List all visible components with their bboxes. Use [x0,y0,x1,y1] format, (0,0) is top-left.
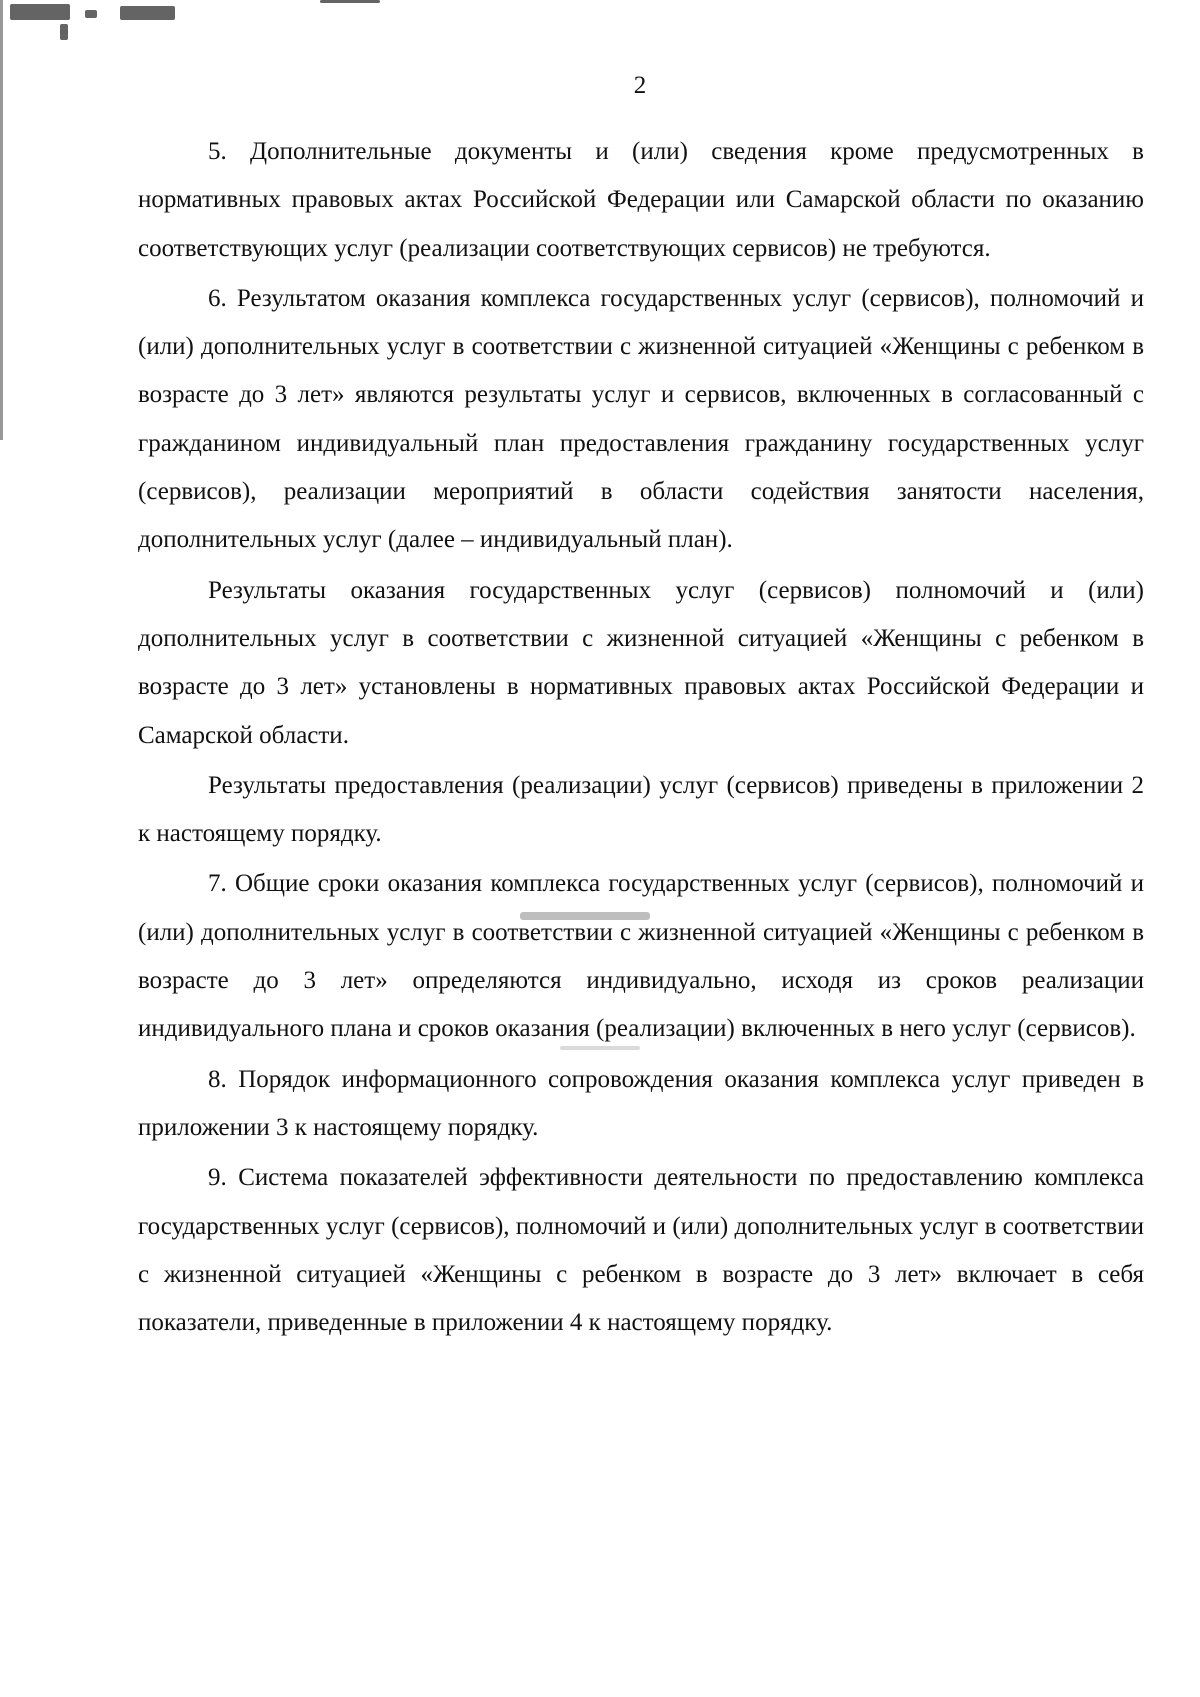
paragraph-7: 7. Общие сроки оказания комплекса государственных услуг (сервисов), полномочий и (или) дополнительных услуг в соответствии с жизненной ситуацией «Женщины с ребенком в возрасте до 3 лет» определяются индивидуально, исходя из сроков реализации индивидуального плана и сроков оказания (реализации) включенных в него услуг (сервисов). [138,870,1144,1043]
paragraph-5: 5. Дополнительные документы и (или) сведения кроме предусмотренных в нормативных правовых актах Российской Федерации или Самарской области по оказанию соответствующих услуг (реализации соответствующих сервисов) не требуются. [138,138,1144,262]
scan-artifact-top [0,0,270,40]
paragraph-6-appendix: Результаты предоставления (реализации) услуг (сервисов) приведены в приложении 2 к настоящему порядку. [138,771,1144,848]
scan-smudge [560,1046,640,1050]
paragraph-9: 9. Система показателей эффективности деятельности по предоставлению комплекса государственных услуг (сервисов), полномочий и (или) дополнительных услуг в соответствии с жизненной ситуацией «Женщины с ребенком в возрасте до 3 лет» включает в себя показатели, приведенные в приложении 4 к настоящему порядку. [138,1164,1144,1337]
scan-smudge [520,912,650,920]
paragraph-8: 8. Порядок информационного сопровождения оказания комплекса услуг приведен в приложении 3 к настоящему порядку. [138,1065,1144,1141]
scan-left-edge [0,0,3,440]
page-number: 2 [633,72,647,99]
document-body [138,128,1144,1347]
paragraph-6: 6. Результатом оказания комплекса государственных услуг (сервисов), полномочий и (или) дополнительных услуг в соответствии с жизненной ситуацией «Женщины с ребенком в возрасте до 3 лет» являются результаты услуг и сервисов, включенных в согласованный с гражданином индивидуальный план предоставления гражданину государственных услуг (сервисов), реализации мероприятий в области содействия занятости населения, дополнительных услуг (далее – индивидуальный план). [138,284,1144,554]
paragraph-6-results: Результаты оказания государственных услуг (сервисов) полномочий и (или) дополнительных услуг в соответствии с жизненной ситуацией «Женщины с ребенком в возрасте до 3 лет» установлены в нормативных правовых актах Российской Федерации и Самарской области. [138,576,1144,749]
